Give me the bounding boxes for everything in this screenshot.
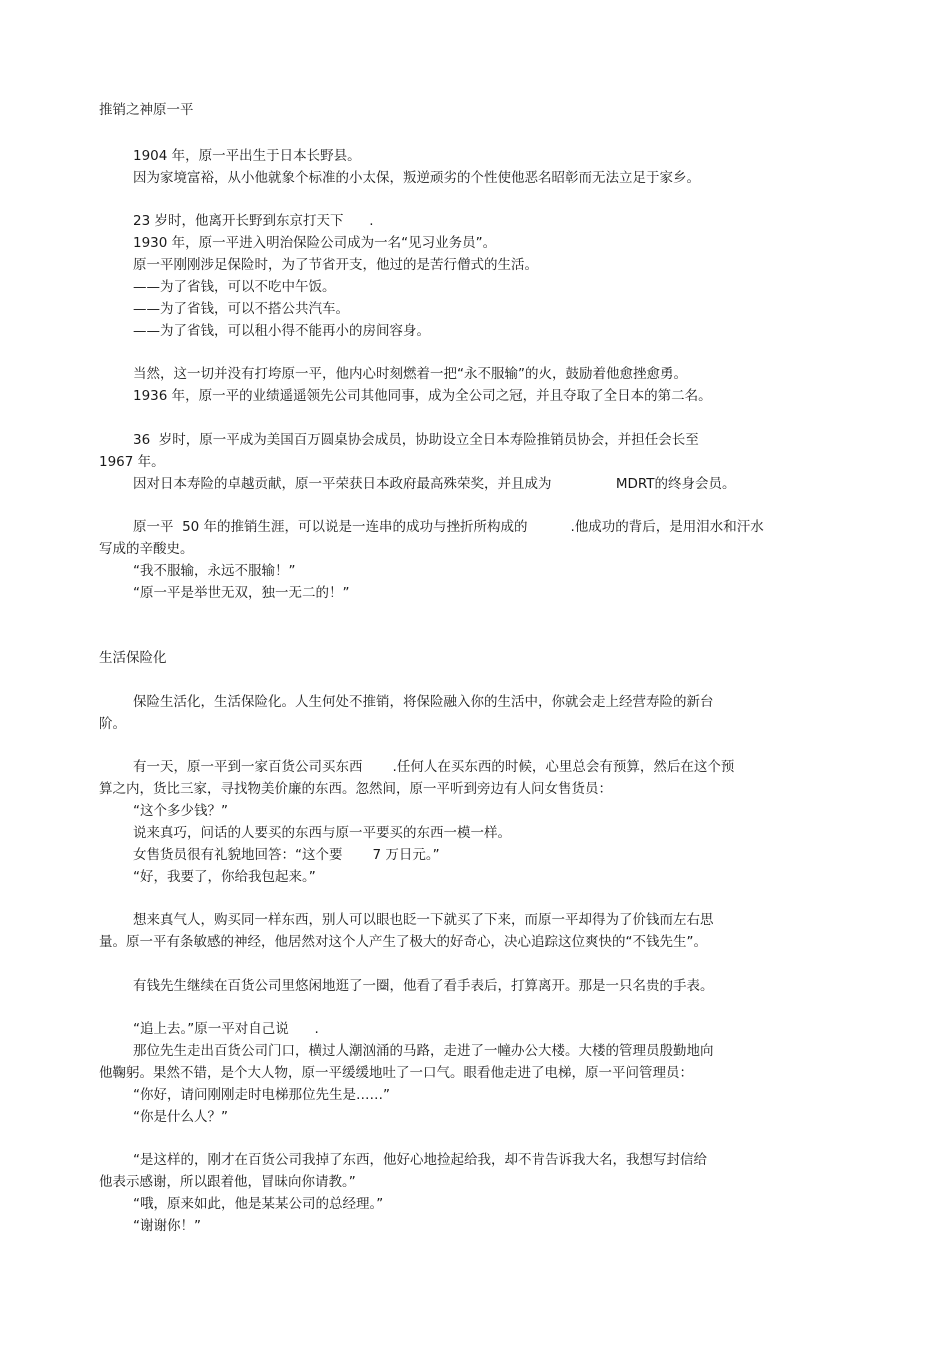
paragraph-line: 有一天，原一平到一家百货公司买东西 .任何人在买东西的时候，心里总会有预算，然后在这个预 [133,759,735,775]
paragraph-line: 写成的辛酸史。 [99,541,194,557]
paragraph-line: “原一平是举世无双，独一无二的！” [133,585,350,601]
paragraph-line: 保险生活化，生活保险化。人生何处不推销，将保险融入你的生活中，你就会走上经营寿险的新台 [133,694,714,710]
paragraph-line: “这个多少钱？” [133,803,228,819]
section-title: 推销之神原一平 [99,102,194,118]
paragraph-line: ——为了省钱，可以租小得不能再小的房间容身。 [133,323,430,339]
paragraph-line: “好，我要了，你给我包起来。” [133,869,316,885]
paragraph-line: 原一平刚刚涉足保险时，为了节省开支，他过的是苦行僧式的生活。 [133,257,538,273]
paragraph-line: 他表示感谢，所以跟着他，冒昧向你请教。” [99,1174,356,1190]
paragraph-line: 想来真气人，购买同一样东西，别人可以眼也眨一下就买了下来，而原一平却得为了价钱而左右思 [133,912,714,928]
paragraph-line: 原一平 50 年的推销生涯，可以说是一连串的成功与挫折所构成的 .他成功的背后，是用泪水和汗水 [133,519,764,535]
paragraph-line: 1930 年，原一平进入明治保险公司成为一名“见习业务员”。 [133,235,497,251]
paragraph-line: 因为家境富裕，从小他就象个标准的小太保，叛逆顽劣的个性使他恶名昭彰而无法立足于家乡。 [133,170,700,186]
paragraph-line: 1936 年，原一平的业绩遥遥领先公司其他同事，成为全公司之冠，并且夺取了全日本的第二名。 [133,388,712,404]
paragraph-line: 那位先生走出百货公司门口，横过人潮汹涌的马路，走进了一幢办公大楼。大楼的管理员殷勤地向 [133,1043,714,1059]
paragraph-line: ——为了省钱，可以不吃中午饭。 [133,279,336,295]
paragraph-line: 他鞠躬。果然不错，是个大人物，原一平缓缓地吐了一口气。眼看他走进了电梯，原一平问管理员： [99,1065,693,1081]
paragraph-line: ——为了省钱，可以不搭公共汽车。 [133,301,349,317]
paragraph-line: “哦，原来如此，他是某某公司的总经理。” [133,1196,384,1212]
paragraph-line: 36 岁时，原一平成为美国百万圆桌协会成员，协助设立全日本寿险推销员协会，并担任会长至 [133,432,699,448]
paragraph-line: 有钱先生继续在百货公司里悠闲地逛了一圈，他看了看手表后，打算离开。那是一只名贵的手表。 [133,978,714,994]
paragraph-line: 女售货员很有礼貌地回答：“这个要 7 万日元。” [133,847,440,863]
paragraph-line: 因对日本寿险的卓越贡献，原一平荣获日本政府最高殊荣奖，并且成为 MDRT的终身会员。 [133,476,736,492]
paragraph-line: 当然，这一切并没有打垮原一平，他内心时刻燃着一把“永不服输”的火，鼓励着他愈挫愈勇。 [133,366,687,382]
paragraph-line: “你好，请问刚刚走时电梯那位先生是……” [133,1087,390,1103]
paragraph-line: “追上去。”原一平对自己说 . [133,1021,319,1037]
paragraph-line: 量。原一平有条敏感的神经，他居然对这个人产生了极大的好奇心，决心追踪这位爽快的“不钱先生”。 [99,934,707,950]
paragraph-line: 1904 年，原一平出生于日本长野县。 [133,148,361,164]
paragraph-line: 1967 年。 [99,454,165,470]
paragraph-line: 算之内，货比三家，寻找物美价廉的东西。忽然间，原一平听到旁边有人问女售货员： [99,781,612,797]
paragraph-line: “你是什么人？” [133,1109,228,1125]
paragraph-line: 23 岁时，他离开长野到东京打天下 . [133,213,374,229]
paragraph-line: “我不服输，永远不服输！” [133,563,296,579]
paragraph-line: “谢谢你！” [133,1218,201,1234]
paragraph-line: 说来真巧，问话的人要买的东西与原一平要买的东西一模一样。 [133,825,511,841]
paragraph-line: 阶。 [99,716,126,732]
section-title: 生活保险化 [99,650,167,666]
paragraph-line: “是这样的，刚才在百货公司我掉了东西，他好心地捡起给我，却不肯告诉我大名，我想写封信给 [133,1152,707,1168]
